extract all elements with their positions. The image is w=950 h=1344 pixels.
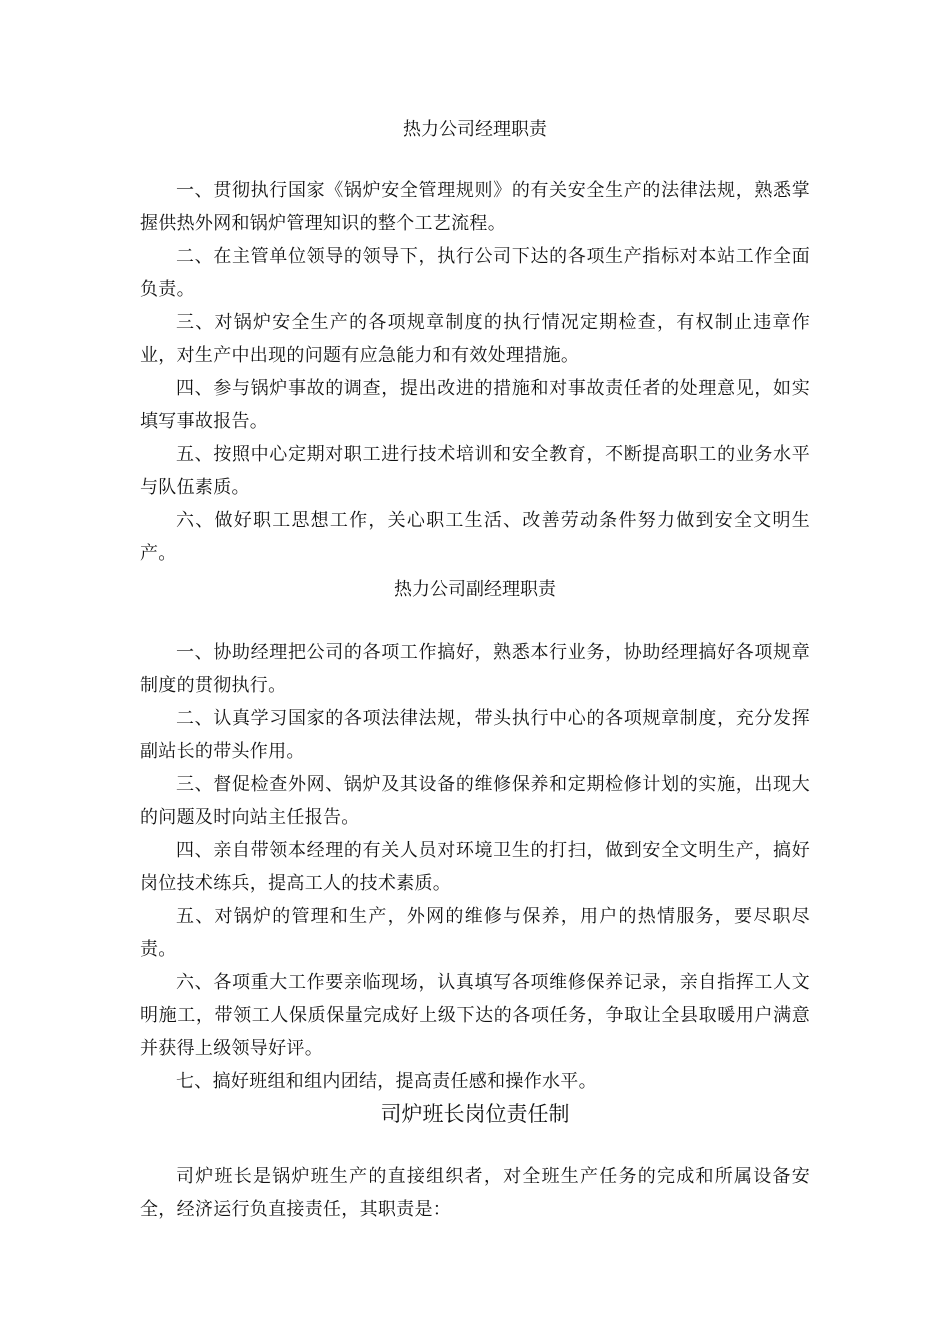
paragraph: 七、搞好班组和组内团结，提高责任感和操作水平。 — [176, 1071, 597, 1092]
paragraph: 一、协助经理把公司的各项工作搞好，熟悉本行业务，协助经理搞好各项规章制度的贯彻执行。 — [140, 642, 810, 696]
section-title-deputy-manager: 热力公司副经理职责 — [394, 579, 556, 600]
section-title-stoker-foreman: 司炉班长岗位责任制 — [380, 1102, 570, 1126]
section-title-manager: 热力公司经理职责 — [403, 119, 547, 140]
paragraph: 四、参与锅炉事故的调查，提出改进的措施和对事故责任者的处理意见，如实填写事故报告。 — [140, 378, 810, 432]
paragraph: 一、贯彻执行国家《锅炉安全管理规则》的有关安全生产的法律法规，熟悉掌握供热外网和锅炉管理知识的整个工艺流程。 — [140, 180, 810, 234]
paragraph: 二、认真学习国家的各项法律法规，带头执行中心的各项规章制度，充分发挥副站长的带头作用。 — [140, 708, 810, 762]
paragraph: 三、督促检查外网、锅炉及其设备的维修保养和定期检修计划的实施，出现大的问题及时向站主任报告。 — [140, 774, 810, 828]
paragraph: 四、亲自带领本经理的有关人员对环境卫生的打扫，做到安全文明生产，搞好岗位技术练兵，提高工人的技术素质。 — [140, 840, 810, 894]
paragraph: 六、各项重大工作要亲临现场，认真填写各项维修保养记录，亲自指挥工人文明施工，带领工人保质保量完成好上级下达的各项任务，争取让全县取暖用户满意并获得上级领导好评。 — [140, 972, 810, 1059]
paragraph: 五、按照中心定期对职工进行技术培训和安全教育，不断提高职工的业务水平与队伍素质。 — [140, 444, 810, 498]
paragraph: 六、做好职工思想工作，关心职工生活、改善劳动条件努力做到安全文明生产。 — [140, 510, 810, 564]
paragraph: 司炉班长是锅炉班生产的直接组织者，对全班生产任务的完成和所属设备安全，经济运行负直接责任，其职责是： — [140, 1166, 810, 1220]
paragraph: 五、对锅炉的管理和生产，外网的维修与保养，用户的热情服务，要尽职尽责。 — [140, 906, 810, 960]
paragraph: 二、在主管单位领导的领导下，执行公司下达的各项生产指标对本站工作全面负责。 — [140, 246, 810, 300]
paragraph: 三、对锅炉安全生产的各项规章制度的执行情况定期检查，有权制止违章作业，对生产中出现的问题有应急能力和有效处理措施。 — [140, 312, 810, 366]
